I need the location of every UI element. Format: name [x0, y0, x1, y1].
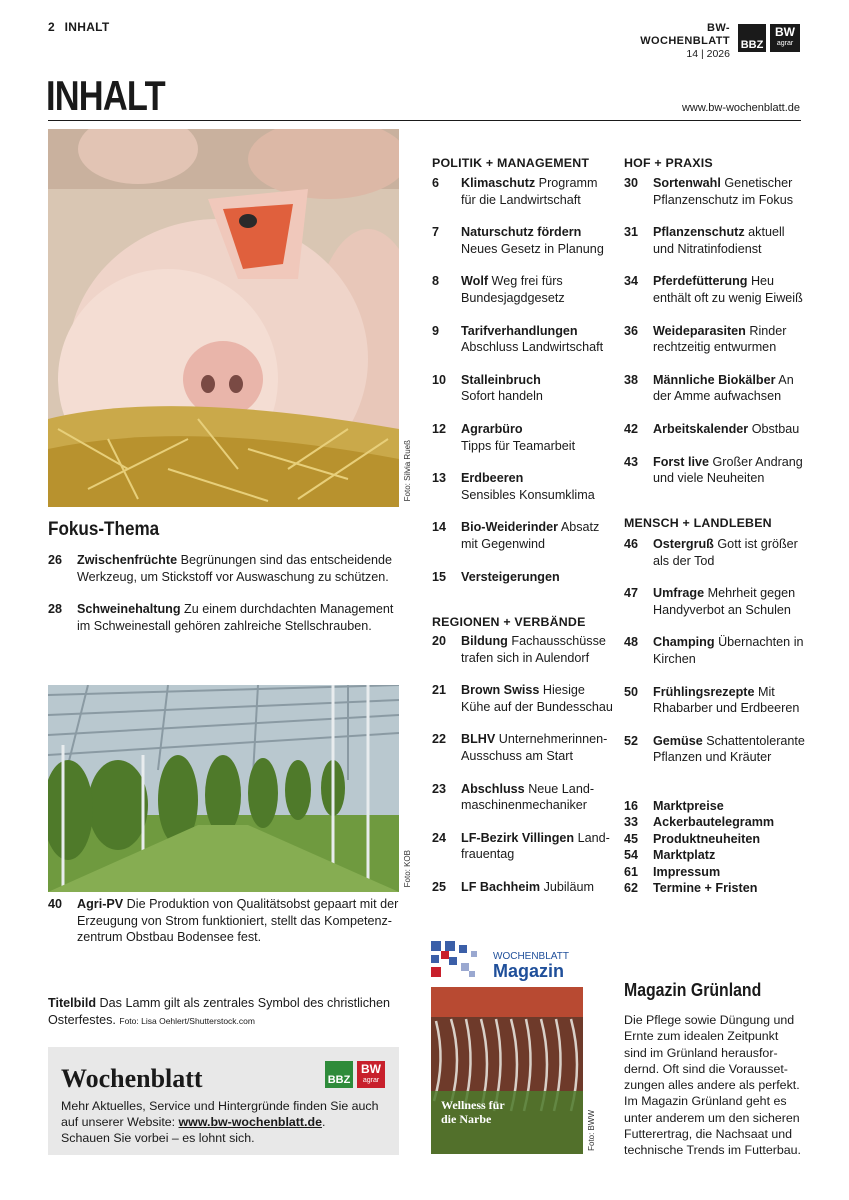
toc-page-number: 9 — [432, 323, 440, 338]
rubrik-entry[interactable] — [624, 831, 814, 848]
magazin-text-line: Ernte zum idealen Zeitpunkt — [624, 1029, 779, 1044]
toc-entry-rest: Genetischer — [720, 176, 793, 190]
toc-entry-rest: Absatz — [558, 520, 600, 535]
toc-entry-title: Arbeitskalender — [653, 422, 749, 436]
toc-page-number: 34 — [624, 274, 639, 289]
toc-entry[interactable] — [432, 781, 632, 815]
rubrik-entry[interactable] — [624, 880, 814, 897]
toc-page-number: 7 — [432, 225, 440, 240]
toc-page-number: 52 — [624, 733, 639, 748]
toc-page-number: 22 — [432, 732, 447, 747]
toc-entry-subline: und Nitratinfodienst — [653, 241, 762, 256]
website-promo-link[interactable]: www.bw-wochenblatt.de — [178, 1115, 322, 1129]
toc-entry-rest: aktuell — [744, 225, 785, 240]
toc-entry-text — [461, 879, 594, 896]
section-heading-mensch: MENSCH + LANDLEBEN — [624, 516, 772, 530]
toc-entry-rest: Rinder — [745, 323, 787, 338]
toc-entry[interactable] — [432, 569, 632, 603]
fokus-item[interactable]: 26 Zwischenfrüchte Begrünungen sind das entscheidende Werkzeug, um Stickstoff vor Auswaschung zu schützen. — [48, 553, 393, 584]
toc-entry-text — [653, 224, 785, 241]
toc-page-number: 25 — [432, 880, 447, 894]
toc-entry-title: Naturschutz fördern — [461, 225, 582, 240]
toc-entry-title: Erdbeeren — [461, 471, 524, 486]
toc-entry-subline: Tipps für Teamarbeit — [461, 438, 576, 453]
bw-agrar-logo: BW agrar — [770, 24, 800, 52]
agri-pv-photo — [48, 685, 399, 892]
magazin-text-line: Im Magazin Grünland geht es — [624, 1094, 787, 1109]
toc-entry[interactable] — [432, 470, 632, 504]
toc-entry-text — [653, 175, 792, 192]
toc-page-number: 15 — [432, 569, 447, 584]
toc-entry-text — [461, 372, 541, 389]
toc-page-number: 12 — [432, 422, 447, 436]
toc-entry-text — [653, 454, 803, 471]
toc-entry-rest: Heu — [747, 274, 775, 289]
toc-entry-subline: Kühe auf der Bundesschau — [461, 699, 613, 714]
toc-entry[interactable] — [432, 731, 632, 765]
section-label: INHALT — [64, 20, 110, 34]
svg-text:Magazin: Magazin — [493, 961, 565, 981]
toc-entry-rest: Mehrheit gegen — [704, 586, 796, 601]
pig-photo — [48, 129, 399, 507]
magazin-text-line: zungen alles andere als perfekt. — [624, 1078, 800, 1093]
toc-page-number: 42 — [624, 422, 639, 436]
toc-entry[interactable] — [432, 682, 632, 716]
toc-entry-text — [653, 684, 775, 701]
toc-entry-title: Gemüse — [653, 733, 703, 748]
toc-entry-title: Agrarbüro — [461, 422, 523, 436]
rubrik-entry[interactable] — [624, 814, 814, 831]
rubrik-title: Termine + Fristen — [653, 881, 758, 895]
toc-page-number: 31 — [624, 225, 639, 240]
rubrik-title: Marktpreise — [653, 799, 724, 813]
website-link[interactable]: www.bw-wochenblatt.de — [681, 102, 800, 114]
brand-name: BW-WOCHENBLATT — [640, 22, 730, 47]
magazin-text-line: Die Pflege sowie Düngung und — [624, 1013, 795, 1027]
toc-entry-subline: Ausschuss am Start — [461, 748, 573, 763]
toc-page-number: 24 — [432, 830, 447, 845]
toc-entry-title: Umfrage — [653, 586, 705, 601]
header-divider — [48, 120, 801, 121]
toc-page-number: 10 — [432, 372, 447, 387]
agri-pv-item[interactable]: 40 Agri-PV Die Produktion von Qualitätsobst gepaart mit der Erzeugung von Strom funktioniert, stellt das Kompetenz- zentrum Obstbau Bodensee fest. — [48, 897, 399, 944]
toc-entry-subline: trafen sich in Aulendorf — [461, 650, 590, 665]
page-header — [48, 20, 116, 34]
toc-entry-subline: Sensibles Konsumklima — [461, 487, 595, 502]
toc-entry-rest: Fachausschüsse — [507, 634, 606, 648]
toc-entry-title: Tarifverhandlungen — [461, 323, 578, 338]
toc-entry-subline: als der Tod — [653, 553, 715, 568]
toc-entry[interactable] — [624, 273, 824, 307]
magazin-text-line: technische Trends im Futterbau. — [624, 1143, 801, 1158]
toc-entry-text — [653, 536, 798, 553]
svg-text:die Narbe: die Narbe — [441, 1112, 492, 1126]
section-heading-politik: POLITIK + MANAGEMENT — [432, 156, 590, 170]
toc-entry-subline: maschinenmechaniker — [461, 798, 587, 813]
wochenblatt-logo: Wochenblatt — [61, 1064, 203, 1093]
toc-entry-text — [461, 273, 563, 290]
toc-entry-text — [653, 585, 795, 602]
toc-entry-text — [461, 830, 610, 847]
toc-entry-title: Forst live — [653, 454, 709, 469]
toc-entry-title: Weideparasiten — [653, 323, 746, 338]
toc-page-number: 14 — [432, 520, 447, 535]
toc-entry[interactable] — [432, 273, 632, 307]
magazin-cover[interactable] — [431, 941, 583, 1154]
toc-entry-text — [461, 470, 523, 487]
rubrik-page-number: 54 — [624, 848, 639, 863]
fokus-heading: Fokus-Thema — [48, 519, 160, 540]
toc-entry-title: Sortenwahl — [653, 176, 721, 190]
toc-entry[interactable] — [624, 536, 824, 570]
toc-page-number: 47 — [624, 586, 639, 601]
toc-entry-text — [653, 733, 805, 750]
toc-page-number: 46 — [624, 537, 639, 551]
toc-page-number: 43 — [624, 454, 639, 469]
toc-entry-text — [461, 323, 578, 340]
rubrik-page-number: 61 — [624, 864, 639, 879]
rubrik-entry[interactable] — [624, 864, 814, 881]
toc-entry-subline: für die Landwirtschaft — [461, 192, 581, 207]
rubrik-entry[interactable] — [624, 798, 814, 815]
toc-entry-rest: Neue Land- — [524, 781, 595, 796]
toc-entry[interactable] — [432, 323, 632, 357]
toc-entry-text — [461, 175, 597, 192]
svg-text:Wellness für: Wellness für — [441, 1098, 505, 1112]
bbz-logo: BBZ — [738, 24, 766, 52]
toc-entry-rest: Mit — [754, 684, 775, 699]
toc-entry-text — [461, 421, 523, 438]
rubrik-title: Ackerbautelegramm — [653, 815, 775, 830]
toc-entry-text — [653, 372, 794, 389]
toc-entry-subline: mit Gegenwind — [461, 536, 545, 551]
toc-page-number: 30 — [624, 176, 639, 190]
svg-text:WOCHENBLATT: WOCHENBLATT — [493, 951, 569, 962]
toc-page-number: 13 — [432, 471, 447, 486]
toc-entry-subline: frauentag — [461, 847, 515, 862]
toc-page-number: 36 — [624, 323, 639, 338]
toc-entry[interactable] — [624, 454, 824, 488]
toc-entry-title: Klimaschutz — [461, 176, 536, 190]
toc-entry-text — [653, 323, 786, 340]
brand-block — [630, 22, 730, 61]
toc-entry-subline: enthält oft zu wenig Eiweiß — [653, 290, 803, 305]
rubrik-title: Produktneuheiten — [653, 831, 761, 846]
rubrik-title: Impressum — [653, 864, 721, 879]
toc-entry-text — [461, 781, 594, 798]
toc-page-number: 23 — [432, 781, 447, 796]
toc-entry-subline: Kirchen — [653, 651, 696, 666]
toc-entry-text — [461, 519, 599, 536]
toc-entry[interactable] — [432, 830, 632, 864]
toc-entry-rest: Programm — [535, 176, 598, 190]
toc-page-number: 6 — [432, 176, 440, 190]
toc-entry-subline: Bundesjagdgesetz — [461, 290, 565, 305]
fokus-item[interactable]: 28 Schweinehaltung Zu einem durchdachten Management im Schweinestall gehören zahlreiche Stellschrauben. — [48, 602, 394, 633]
toc-entry-rest: Schattentolerante — [702, 733, 805, 748]
toc-entry-rest: Übernachten in — [714, 635, 804, 650]
toc-entry-title: Brown Swiss — [461, 683, 540, 698]
toc-entry-rest: Land- — [574, 830, 610, 845]
toc-entry[interactable] — [624, 224, 824, 258]
toc-entry-title: Ostergruß — [653, 537, 714, 551]
toc-entry[interactable] — [432, 879, 632, 913]
toc-entry[interactable] — [624, 175, 824, 209]
toc-entry-title: Abschluss — [461, 781, 525, 796]
toc-entry[interactable] — [432, 175, 632, 209]
toc-entry[interactable] — [432, 519, 632, 553]
toc-entry-rest: Weg frei fürs — [488, 274, 563, 289]
toc-page-number: 21 — [432, 683, 447, 698]
bbz-logo-color: BBZ — [325, 1061, 353, 1088]
toc-entry-rest: Jubiläum — [540, 880, 594, 894]
toc-entry-rest: Hiesige — [539, 683, 585, 698]
toc-entry-text — [653, 273, 774, 290]
toc-entry-text — [653, 421, 799, 438]
toc-entry-rest: An — [775, 372, 794, 387]
section-heading-regionen: REGIONEN + VERBÄNDE — [432, 615, 586, 629]
toc-entry-subline: Sofort handeln — [461, 389, 543, 404]
toc-entry-title: LF-Bezirk Villingen — [461, 830, 575, 845]
toc-entry-title: Versteigerungen — [461, 569, 560, 584]
toc-entry-rest: Gott ist größer — [713, 537, 798, 551]
rubrik-entry[interactable] — [624, 847, 814, 864]
magazin-photo-credit: Foto: BWW — [587, 1110, 596, 1151]
toc-entry-text — [461, 224, 581, 241]
toc-entry-title: Wolf — [461, 274, 489, 289]
toc-entry-subline: Handyverbot an Schulen — [653, 602, 791, 617]
toc-entry-title: LF Bachheim — [461, 880, 541, 894]
toc-entry[interactable] — [624, 372, 824, 406]
rubrik-page-number: 45 — [624, 831, 639, 846]
toc-entry[interactable] — [624, 421, 824, 455]
toc-entry-rest: Großer Andrang — [709, 454, 803, 469]
rubrik-page-number: 33 — [624, 815, 639, 830]
toc-entry[interactable] — [624, 684, 824, 718]
toc-entry-text — [461, 569, 560, 586]
cover-photo-credit: Foto: Lisa Oehlert/Shutterstock.com — [119, 1015, 255, 1026]
page-number: 2 — [48, 20, 55, 34]
toc-entry[interactable] — [624, 323, 824, 357]
issue-number: 14 | 2026 — [686, 48, 730, 60]
toc-entry-title: Stalleinbruch — [461, 372, 541, 387]
toc-entry-rest: Obstbau — [748, 422, 800, 436]
magazin-heading: Magazin Grünland — [624, 980, 762, 1000]
toc-entry[interactable] — [624, 733, 824, 767]
wochenblatt-promo-text: Mehr Aktuelles, Service und Hintergründe finden Sie auch auf unserer Website: www.bw-wochenblatt.de. Schauen Sie vorbei – es lohnt sich. — [61, 1099, 379, 1145]
toc-entry-title: Frühlingsrezepte — [653, 684, 755, 699]
toc-entry-subline: Rhabarber und Erdbeeren — [653, 701, 800, 716]
toc-entry[interactable] — [432, 372, 632, 406]
rubrik-page-number: 62 — [624, 881, 639, 895]
toc-entry-rest: Unternehmerinnen- — [495, 732, 608, 747]
toc-entry-title: Champing — [653, 635, 715, 650]
toc-entry-title: Männliche Biokälber — [653, 372, 776, 387]
magazin-text-line: sind im Grünland herausfor- — [624, 1045, 778, 1060]
toc-entry-text — [653, 634, 804, 651]
rubrik-page-number: 16 — [624, 799, 639, 813]
rubrik-title: Marktplatz — [653, 848, 716, 863]
toc-entry-subline: Abschluss Landwirtschaft — [461, 340, 604, 355]
agri-pv-photo-credit: Foto: KOB — [403, 850, 412, 888]
toc-page-number: 50 — [624, 684, 639, 699]
magazin-text-line: Futterertrag, die Nachsaat und — [624, 1127, 793, 1142]
cover-caption: Titelbild Das Lamm gilt als zentrales Symbol des christlichen Osterfestes. Foto: Lisa Oehlert/Shutterstock.com — [48, 996, 391, 1027]
toc-page-number: 48 — [624, 635, 639, 650]
bw-agrar-logo-color: BW agrar — [357, 1061, 385, 1088]
toc-entry-title: Pferdefütterung — [653, 274, 748, 289]
toc-entry-subline: Neues Gesetz in Planung — [461, 241, 604, 256]
magazin-text — [624, 1012, 804, 1159]
toc-entry[interactable] — [432, 633, 632, 667]
toc-page-number: 20 — [432, 634, 447, 648]
toc-entry-subline: und viele Neuheiten — [653, 471, 765, 486]
page-title: INHALT — [46, 72, 165, 119]
section-heading-hof: HOF + PRAXIS — [624, 156, 713, 170]
toc-entry-title: Bio-Weiderinder — [461, 520, 559, 535]
toc-entry-title: Bildung — [461, 634, 508, 648]
toc-page-number: 38 — [624, 372, 639, 387]
magazin-text-line: unter anderem um den sicheren — [624, 1110, 800, 1125]
toc-entry[interactable] — [432, 421, 632, 455]
pig-photo-credit: Foto: Silvia Rueß — [403, 440, 412, 502]
toc-entry-subline: Pflanzenschutz im Fokus — [653, 192, 793, 207]
toc-page-number: 8 — [432, 274, 440, 289]
toc-entry-subline: Pflanzen und Kräuter — [653, 750, 772, 765]
toc-entry[interactable] — [624, 585, 824, 619]
toc-entry-text — [461, 682, 585, 699]
toc-entry[interactable] — [432, 224, 632, 258]
toc-entry-subline: der Amme aufwachsen — [653, 389, 782, 404]
toc-entry-title: Pflanzenschutz — [653, 225, 745, 240]
magazin-text-line: dernd. Oft sind die Vorausset- — [624, 1061, 788, 1076]
toc-entry-text — [461, 633, 606, 650]
toc-entry-title: BLHV — [461, 732, 496, 747]
toc-entry[interactable] — [624, 634, 824, 668]
toc-entry-subline: rechtzeitig entwurmen — [653, 340, 777, 355]
toc-entry-text — [461, 731, 607, 748]
